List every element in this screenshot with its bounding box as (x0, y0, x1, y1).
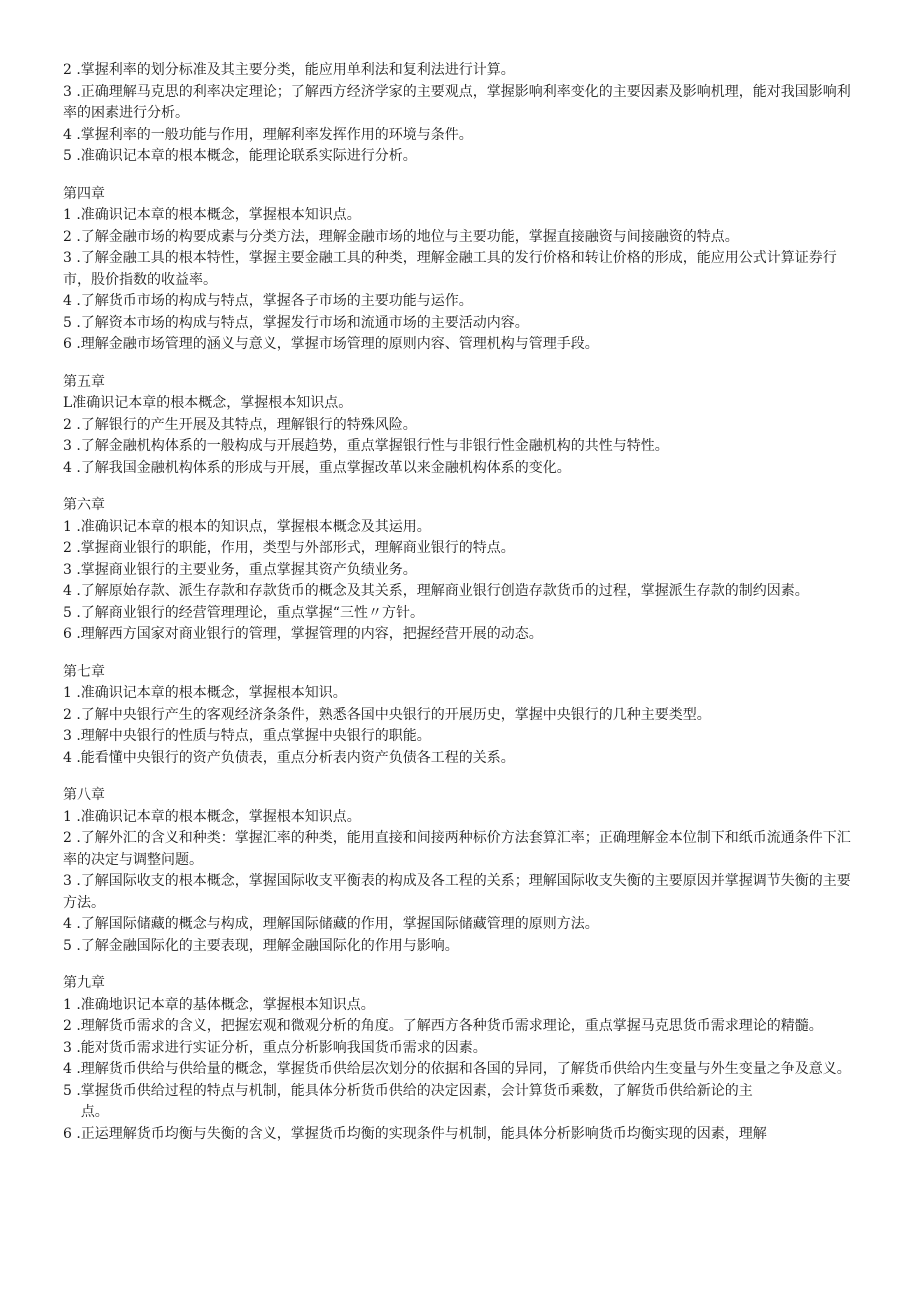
list-item: 3 .掌握商业银行的主要业务，重点掌握其资产负绩业务。 (63, 561, 417, 578)
list-item: 2 .掌握利率的划分标准及其主要分类，能应用单利法和复利法进行计算。 (63, 62, 515, 78)
list-item: 1 .准确识记本章的根本概念，掌握根本知识。 (63, 685, 347, 701)
list-item: 1 .准确识记本章的根本的知识点，掌握根本概念及其运用。 (63, 518, 431, 535)
list-item: 1 .准确识记本章的根本概念，掌握根本知识点。 (63, 808, 361, 825)
list-item: 2 .掌握商业银行的职能，作用，类型与外部形式，理解商业银行的特点。 (63, 540, 515, 556)
chapter-heading: 第七章 (63, 663, 105, 680)
list-item: 6 .正运理解货币均衡与失衡的含义，掌握货币均衡的实现条件与机制，能具体分析影响货币均衡实现的因素，理解 (63, 1125, 767, 1142)
chapter-8-section (63, 785, 853, 957)
list-item: 4 .能看懂中央银行的资产负债表，重点分析表内资产负债各工程的关系。 (63, 749, 515, 766)
list-item: 5 .掌握货币供给过程的特点与机制，能具体分析货币供给的决定因素，会计算货币乘数，了解货币供给新论的主 点。 (63, 1082, 753, 1120)
list-item: 2 .了解外汇的含义和种类：掌握汇率的种类，能用直接和间接两种标价方法套算汇率；正确理解金本位制下和纸币流通条件下汇率的决定与调整问题。 (63, 830, 851, 868)
list-item: 3 .理解中央银行的性质与特点，重点掌握中央银行的职能。 (63, 728, 431, 744)
list-item: 4 .掌握利率的一般功能与作用，理解利率发挥作用的环境与条件。 (63, 126, 473, 143)
document-body (63, 60, 853, 1145)
list-item: 3 .了解金融工具的根本特性，掌握主要金融工具的种类，理解金融工具的发行价格和转让价格的形成，能应用公式计算证券行市，股价指数的收益率。 (63, 250, 837, 288)
list-item: 5 .了解金融国际化的主要表现，理解金融国际化的作用与影响。 (63, 937, 459, 954)
chapter-heading: 第六章 (63, 497, 105, 513)
list-item: 3 .了解国际收支的根本概念，掌握国际收支平衡表的构成及各工程的关系；理解国际收支失衡的主要原因并掌握调节失衡的主要方法。 (63, 873, 851, 911)
list-item: 4 .了解原始存款、派生存款和存款货币的概念及其关系，理解商业银行创造存款货币的过程，掌握派生存款的制约因素。 (63, 583, 809, 599)
list-item: 3 .正确理解马克思的利率决定理论；了解西方经济学家的主要观点，掌握影响利率变化的主要因素及影响机理，能对我国影响利率的困素进行分析。 (63, 83, 851, 121)
list-item: 3 .了解金融机构体系的一般构成与开展趋势，重点掌握银行性与非银行性金融机构的共性与特性。 (63, 438, 669, 454)
list-item: L准确识记本章的根本概念，掌握根本知识点。 (63, 395, 353, 411)
list-item: 1 .准确地识记本章的基体概念，掌握根本知识点。 (63, 996, 375, 1013)
list-item: 2 .了解银行的产生开展及其特点，理解银行的特殊风险。 (63, 416, 417, 433)
list-item: 2 .了解中央银行产生的客观经济条条件，熟悉各国中央银行的开展历史，掌握中央银行的几种主要类型。 (63, 706, 711, 723)
list-item: 4 .了解货币市场的构成与特点，掌握各子市场的主要功能与运作。 (63, 293, 473, 309)
intro-section (63, 60, 853, 168)
chapter-heading: 第八章 (63, 787, 105, 803)
list-item: 4 .了解我国金融机构体系的形成与开展，重点掌握改革以来金融机构体系的变化。 (63, 459, 571, 476)
list-item: 2 .了解金融市场的构要成素与分类方法，理解金融市场的地位与主要功能，掌握直接融资与间接融资的特点。 (63, 228, 739, 245)
list-item: 4 .理解货币供给与供给量的概念，掌握货币供给层次划分的依据和各国的异同，了解货币供给内生变量与外生变量之争及意义。 (63, 1061, 851, 1077)
chapter-heading: 第四章 (63, 185, 105, 202)
list-item: 5 .了解商业银行的经营管理理论，重点掌握“三性〃方针。 (63, 604, 424, 621)
chapter-4-section (63, 184, 853, 356)
list-item: 3 .能对货币需求进行实证分析，重点分析影响我国货币需求的因素。 (63, 1039, 487, 1056)
list-item: 5 .了解资本市场的构成与特点，掌握发行市场和流通市场的主要活动内容。 (63, 314, 529, 331)
chapter-5-section (63, 372, 853, 480)
chapter-7-section (63, 662, 853, 770)
list-item: 6 .理解西方国家对商业银行的管理，掌握管理的内容，把握经营开展的动态。 (63, 626, 543, 642)
list-item: 1 .准确识记本章的根本概念，掌握根本知识点。 (63, 207, 361, 223)
chapter-heading: 第九章 (63, 975, 105, 991)
chapter-heading: 第五章 (63, 373, 105, 390)
list-item: 5 .准确识记本章的根本概念，能理论联系实际进行分析。 (63, 148, 417, 164)
list-item: 2 .理解货币需求的含义，把握宏观和微观分析的角度。了解西方各种货币需求理论，重点掌握马克思货币需求理论的精髓。 (63, 1018, 823, 1034)
chapter-9-section (63, 973, 853, 1145)
list-item: 6 .理解金融市场管理的涵义与意义，掌握市场管理的原则内容、管理机构与管理手段。 (63, 336, 599, 352)
chapter-6-section (63, 495, 853, 646)
list-item: 4 .了解国际储藏的概念与构成，理解国际储藏的作用，掌握国际储藏管理的原则方法。 (63, 916, 599, 932)
